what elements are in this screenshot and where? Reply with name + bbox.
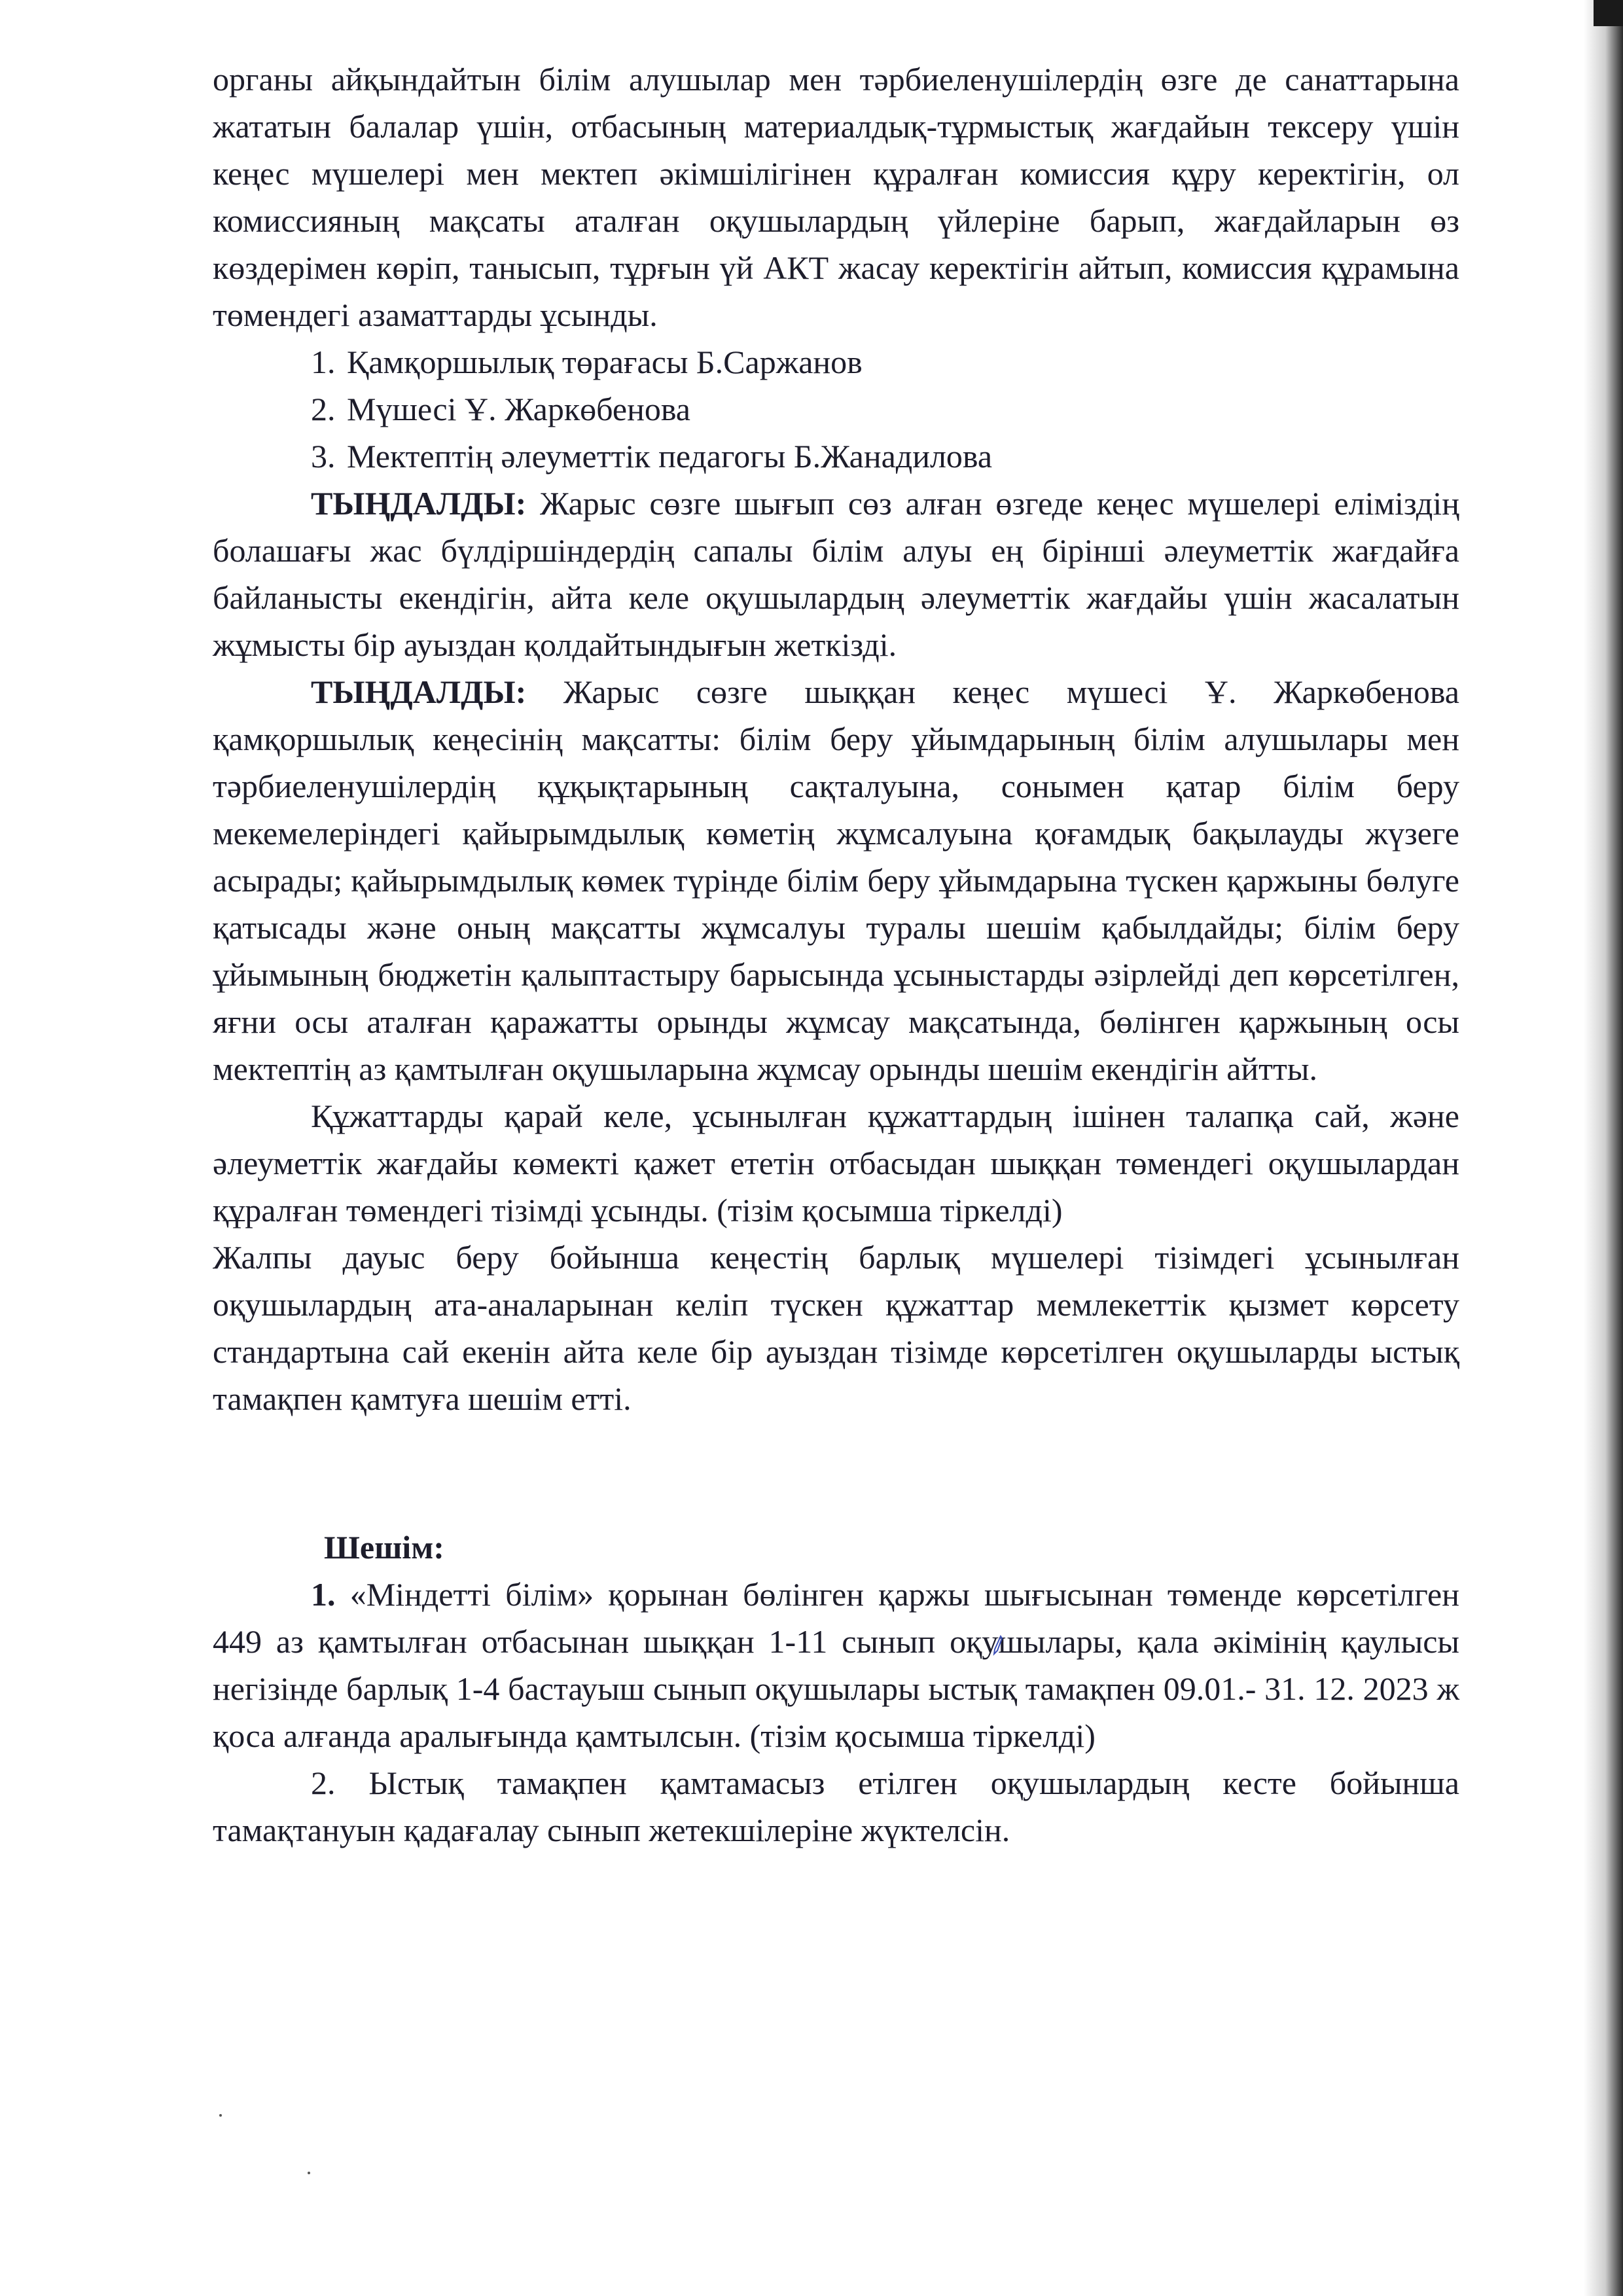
spacer — [213, 1422, 1459, 1524]
paragraph-heard-1 — [213, 480, 1459, 668]
decision-item-1 — [213, 1571, 1459, 1759]
list-item — [213, 338, 1459, 386]
commission-members-list — [213, 338, 1459, 480]
decision-item-2: 2. Ыстық тамақпен қамтамасыз етілген оқушылардың кесте бойынша тамақтануын қадағалау сынып жетекшілеріне жүктелсін. — [213, 1765, 1459, 1848]
heard-label: ТЫҢДАЛДЫ: — [311, 673, 527, 710]
document-body — [213, 56, 1459, 1854]
list-item-text: Қамқоршылық төрағасы Б.Саржанов — [347, 344, 863, 380]
scan-speck — [219, 2114, 222, 2117]
list-item-text: Мектептің әлеуметтік педагогы Б.Жанадилова — [347, 438, 993, 475]
paragraph-intro: органы айқындайтын білім алушылар мен тәрбиеленушілердің өзге де санаттарына жататын балалар үшін, отбасының материалдық-тұрмыстық жағдайын тексеру үшін кеңес мүшелері мен мектеп әкімшілігінен құралған комиссия құру керектігін, ол комиссияның мақсаты аталған оқушылардың үйлеріне барып, жағдайларын өз көздерімен көріп, танысып, тұрғын үй АКТ жасау керектігін айтып, комиссия құрамына төмендегі азаматтарды ұсынды. — [213, 61, 1459, 333]
list-item — [213, 433, 1459, 480]
decision-number: 1. — [311, 1576, 336, 1613]
heard-text: Жарыс сөзге шығып сөз алған өзгеде кеңес мүшелері еліміздің болашағы жас бүлдіршіндердің сапалы білім алуы ең бірінші әлеуметтік жағдайға байланысты екендігін, айта келе оқушылардың әлеуметтік жағдайы үшін жасалатын жұмысты бір ауыздан қолдайтындығын жеткізді. — [213, 485, 1459, 663]
scan-speck — [308, 2172, 310, 2174]
list-item-number: 1. — [311, 344, 336, 380]
heard-label: ТЫҢДАЛДЫ: — [311, 485, 527, 522]
pen-mark-icon — [991, 1635, 1003, 1656]
scan-edge-shadow — [1584, 0, 1623, 2296]
paragraph-documents: Құжаттарды қарай келе, ұсынылған құжаттардың ішінен талапқа сай, және әлеуметтік жағдайы көмекті қажет ететін отбасыдан шыққан төмендегі оқушылардан құралған төмендегі тізімді ұсынды. (тізім қосымша тіркелді) — [213, 1098, 1459, 1229]
list-item — [213, 386, 1459, 433]
list-item-number: 2. — [311, 391, 336, 427]
paragraph-vote: Жалпы дауыс беру бойынша кеңестің барлық мүшелері тізімдегі ұсынылған оқушылардың ата-аналарынан келіп түскен құжаттар мемлекеттік қызмет көрсету стандартына сай екенін айта келе бір ауыздан тізімде көрсетілген оқушыларды ыстық тамақпен қамтуға шешім етті. — [213, 1239, 1459, 1417]
paragraph-heard-2 — [213, 668, 1459, 1092]
heard-text: Жарыс сөзге шыққан кеңес мүшесі Ұ. Жаркөбенова қамқоршылық кеңесінің мақсатты: білім беру ұйымдарының білім алушылары мен тәрбиеленушілердің құқықтарының сақталуына, сонымен қатар білім беру мекемелеріндегі қайырымдылық көметің жұмсалуына қоғамдық бақылауды жүзеге асырады; қайырымдылық көмек түрінде білім беру ұйымдарына түскен қаржыны бөлуге қатысады және оның мақсатты жұмсалуы туралы шешім қабылдайды; білім беру ұйымының бюджетін қалыптастыру барысында ұсыныстарды әзірлейді деп көрсетілген, яғни осы аталған қаражатты орынды жұмсау мақсатында, бөлінген қаржының осы мектептің аз қамтылған оқушыларына жұмсау орынды шешім екендігін айтты. — [213, 673, 1459, 1087]
list-item-number: 3. — [311, 438, 336, 475]
scan-corner-shadow — [1594, 0, 1623, 26]
decision-title: Шешім: — [324, 1529, 444, 1566]
list-item-text: Мүшесі Ұ. Жаркөбенова — [347, 391, 690, 427]
decision-text: «Міндетті білім» қорынан бөлінген қаржы шығысынан төменде көрсетілген 449 аз қамтылған отбасынан шыққан 1-11 сынып оқушылары, қала әкімінің қаулысы негізінде барлық 1-4 бастауыш сынып оқушылары ыстық тамақпен 09.01.- 31. 12. 2023 ж қоса алғанда аралығында қамтылсын. (тізім қосымша тіркелді) — [213, 1576, 1459, 1754]
